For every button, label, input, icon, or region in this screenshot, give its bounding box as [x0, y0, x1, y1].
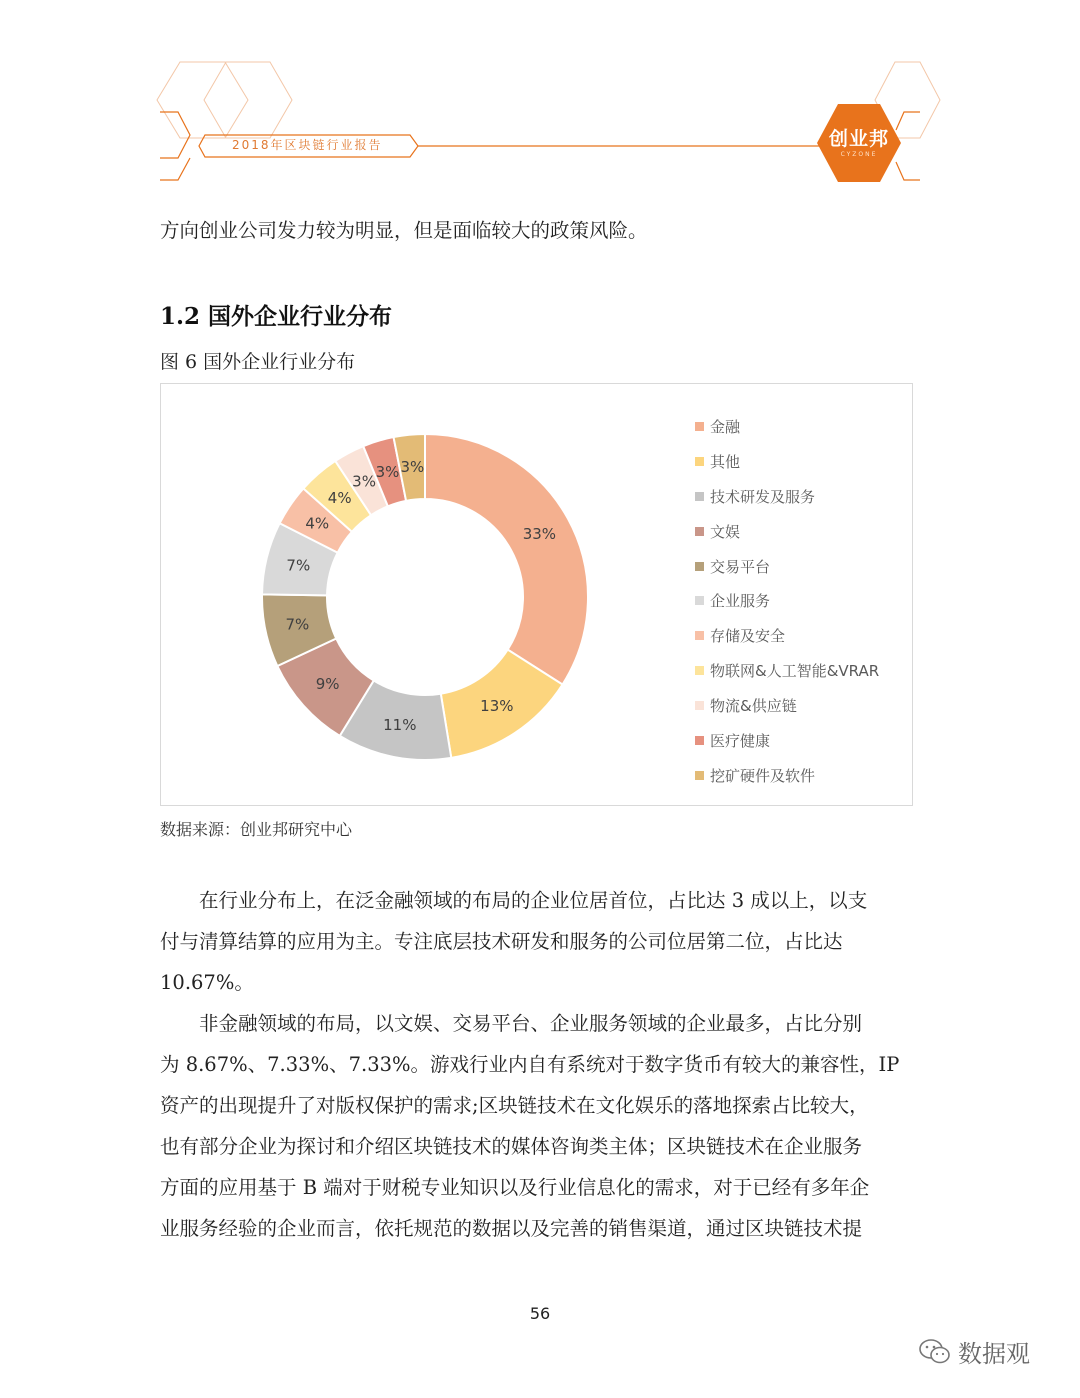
slice-data-label: 7%: [285, 615, 310, 634]
legend-label: 物联网&人工智能&VRAR: [710, 662, 880, 681]
paragraph-line: 付与清算结算的应用为主。专注底层技术研发和服务的公司位居第二位，占比达: [160, 930, 843, 953]
intro-paragraph: 方向创业公司发力较为明显，但是面临较大的政策风险。: [160, 219, 648, 242]
paragraph-line: 资产的出现提升了对版权保护的需求;区块链技术在文化娱乐的落地探索占比较大，: [160, 1094, 869, 1117]
paragraph-line: 也有部分企业为探讨和介绍区块链技术的媒体咨询类主体；区块链技术在企业服务: [160, 1135, 863, 1158]
slice-data-label: 4%: [305, 514, 330, 533]
watermark: [918, 1334, 1030, 1369]
report-title: 2018年区块链行业报告: [232, 138, 383, 152]
slice-data-label: 3%: [352, 472, 376, 491]
slice-data-label: 7%: [286, 556, 311, 575]
legend-item: [695, 618, 879, 653]
slice-data-label: 11%: [383, 716, 417, 735]
paragraph-line: 10.67%。: [160, 971, 254, 994]
legend-item: [695, 758, 879, 793]
legend-swatch: [695, 736, 704, 745]
paragraph-line: 为 8.67%、7.33%、7.33%。游戏行业内自有系统对于数字货币有较大的兼容性，IP: [160, 1053, 900, 1076]
page-number: 56: [529, 1304, 551, 1323]
legend-swatch: [695, 631, 704, 640]
paragraph-line: 非金融领域的布局，以文娱、交易平台、企业服务领域的企业最多，占比分别: [199, 1012, 863, 1035]
header-decoration: [0, 0, 1080, 200]
slice-data-label: 13%: [480, 696, 514, 715]
brand-logo-subtitle: CYZONE: [840, 151, 878, 158]
paragraph-line: 业服务经验的企业而言，依托规范的数据以及完善的销售渠道，通过区块链技术提: [160, 1217, 863, 1240]
legend-item: [695, 583, 879, 618]
slice-data-label: 3%: [375, 463, 400, 482]
paragraph-1: [160, 880, 922, 1003]
legend-swatch: [695, 771, 704, 780]
legend-swatch: [695, 527, 704, 536]
legend-item: [695, 653, 879, 688]
section-title: 1.2 国外企业行业分布: [160, 303, 393, 330]
legend-label: 企业服务: [710, 592, 771, 611]
legend-label: 文娱: [710, 522, 741, 541]
slice-data-label: 4%: [327, 489, 352, 508]
legend-item: [695, 479, 879, 514]
legend-swatch: [695, 562, 704, 571]
legend-swatch: [695, 422, 704, 431]
legend-label: 医疗健康: [710, 731, 771, 750]
legend-swatch: [695, 596, 704, 605]
legend-label: 挖矿硬件及软件: [710, 766, 816, 785]
slice-data-label: 33%: [522, 525, 557, 544]
paragraph-line: 方面的应用基于 B 端对于财税专业知识以及行业信息化的需求，对于已经有多年企: [160, 1176, 870, 1199]
slice-data-label: 3%: [400, 458, 425, 477]
source-note: 数据来源：创业邦研究中心: [160, 820, 353, 839]
legend-swatch: [695, 457, 704, 466]
brand-logo: 创业邦: [828, 128, 889, 150]
legend-item: [695, 444, 879, 479]
legend-swatch: [695, 492, 704, 501]
donut-slice: [425, 434, 588, 685]
paragraph-line: 在行业分布上，在泛金融领域的布局的企业位居首位，占比达 3 成以上，以支: [199, 889, 868, 912]
wechat-icon: [918, 1338, 952, 1366]
legend-label: 技术研发及服务: [710, 487, 816, 506]
legend-label: 存储及安全: [710, 627, 786, 646]
legend-item: [695, 688, 879, 723]
legend-item: [695, 723, 879, 758]
watermark-text: 数据观: [958, 1340, 1030, 1368]
figure-caption: 图 6 国外企业行业分布: [160, 351, 356, 373]
chart-legend: [695, 409, 879, 793]
legend-label: 交易平台: [710, 557, 771, 576]
slice-data-label: 9%: [315, 674, 340, 693]
legend-label: 其他: [710, 452, 741, 471]
legend-item: [695, 514, 879, 549]
paragraph-2: [160, 1003, 922, 1249]
legend-item: [695, 409, 879, 444]
legend-item: [695, 549, 879, 584]
legend-swatch: [695, 701, 704, 710]
legend-label: 物流&供应链: [710, 697, 797, 716]
chart-container: [160, 383, 913, 806]
legend-label: 金融: [710, 417, 741, 436]
legend-swatch: [695, 666, 704, 675]
